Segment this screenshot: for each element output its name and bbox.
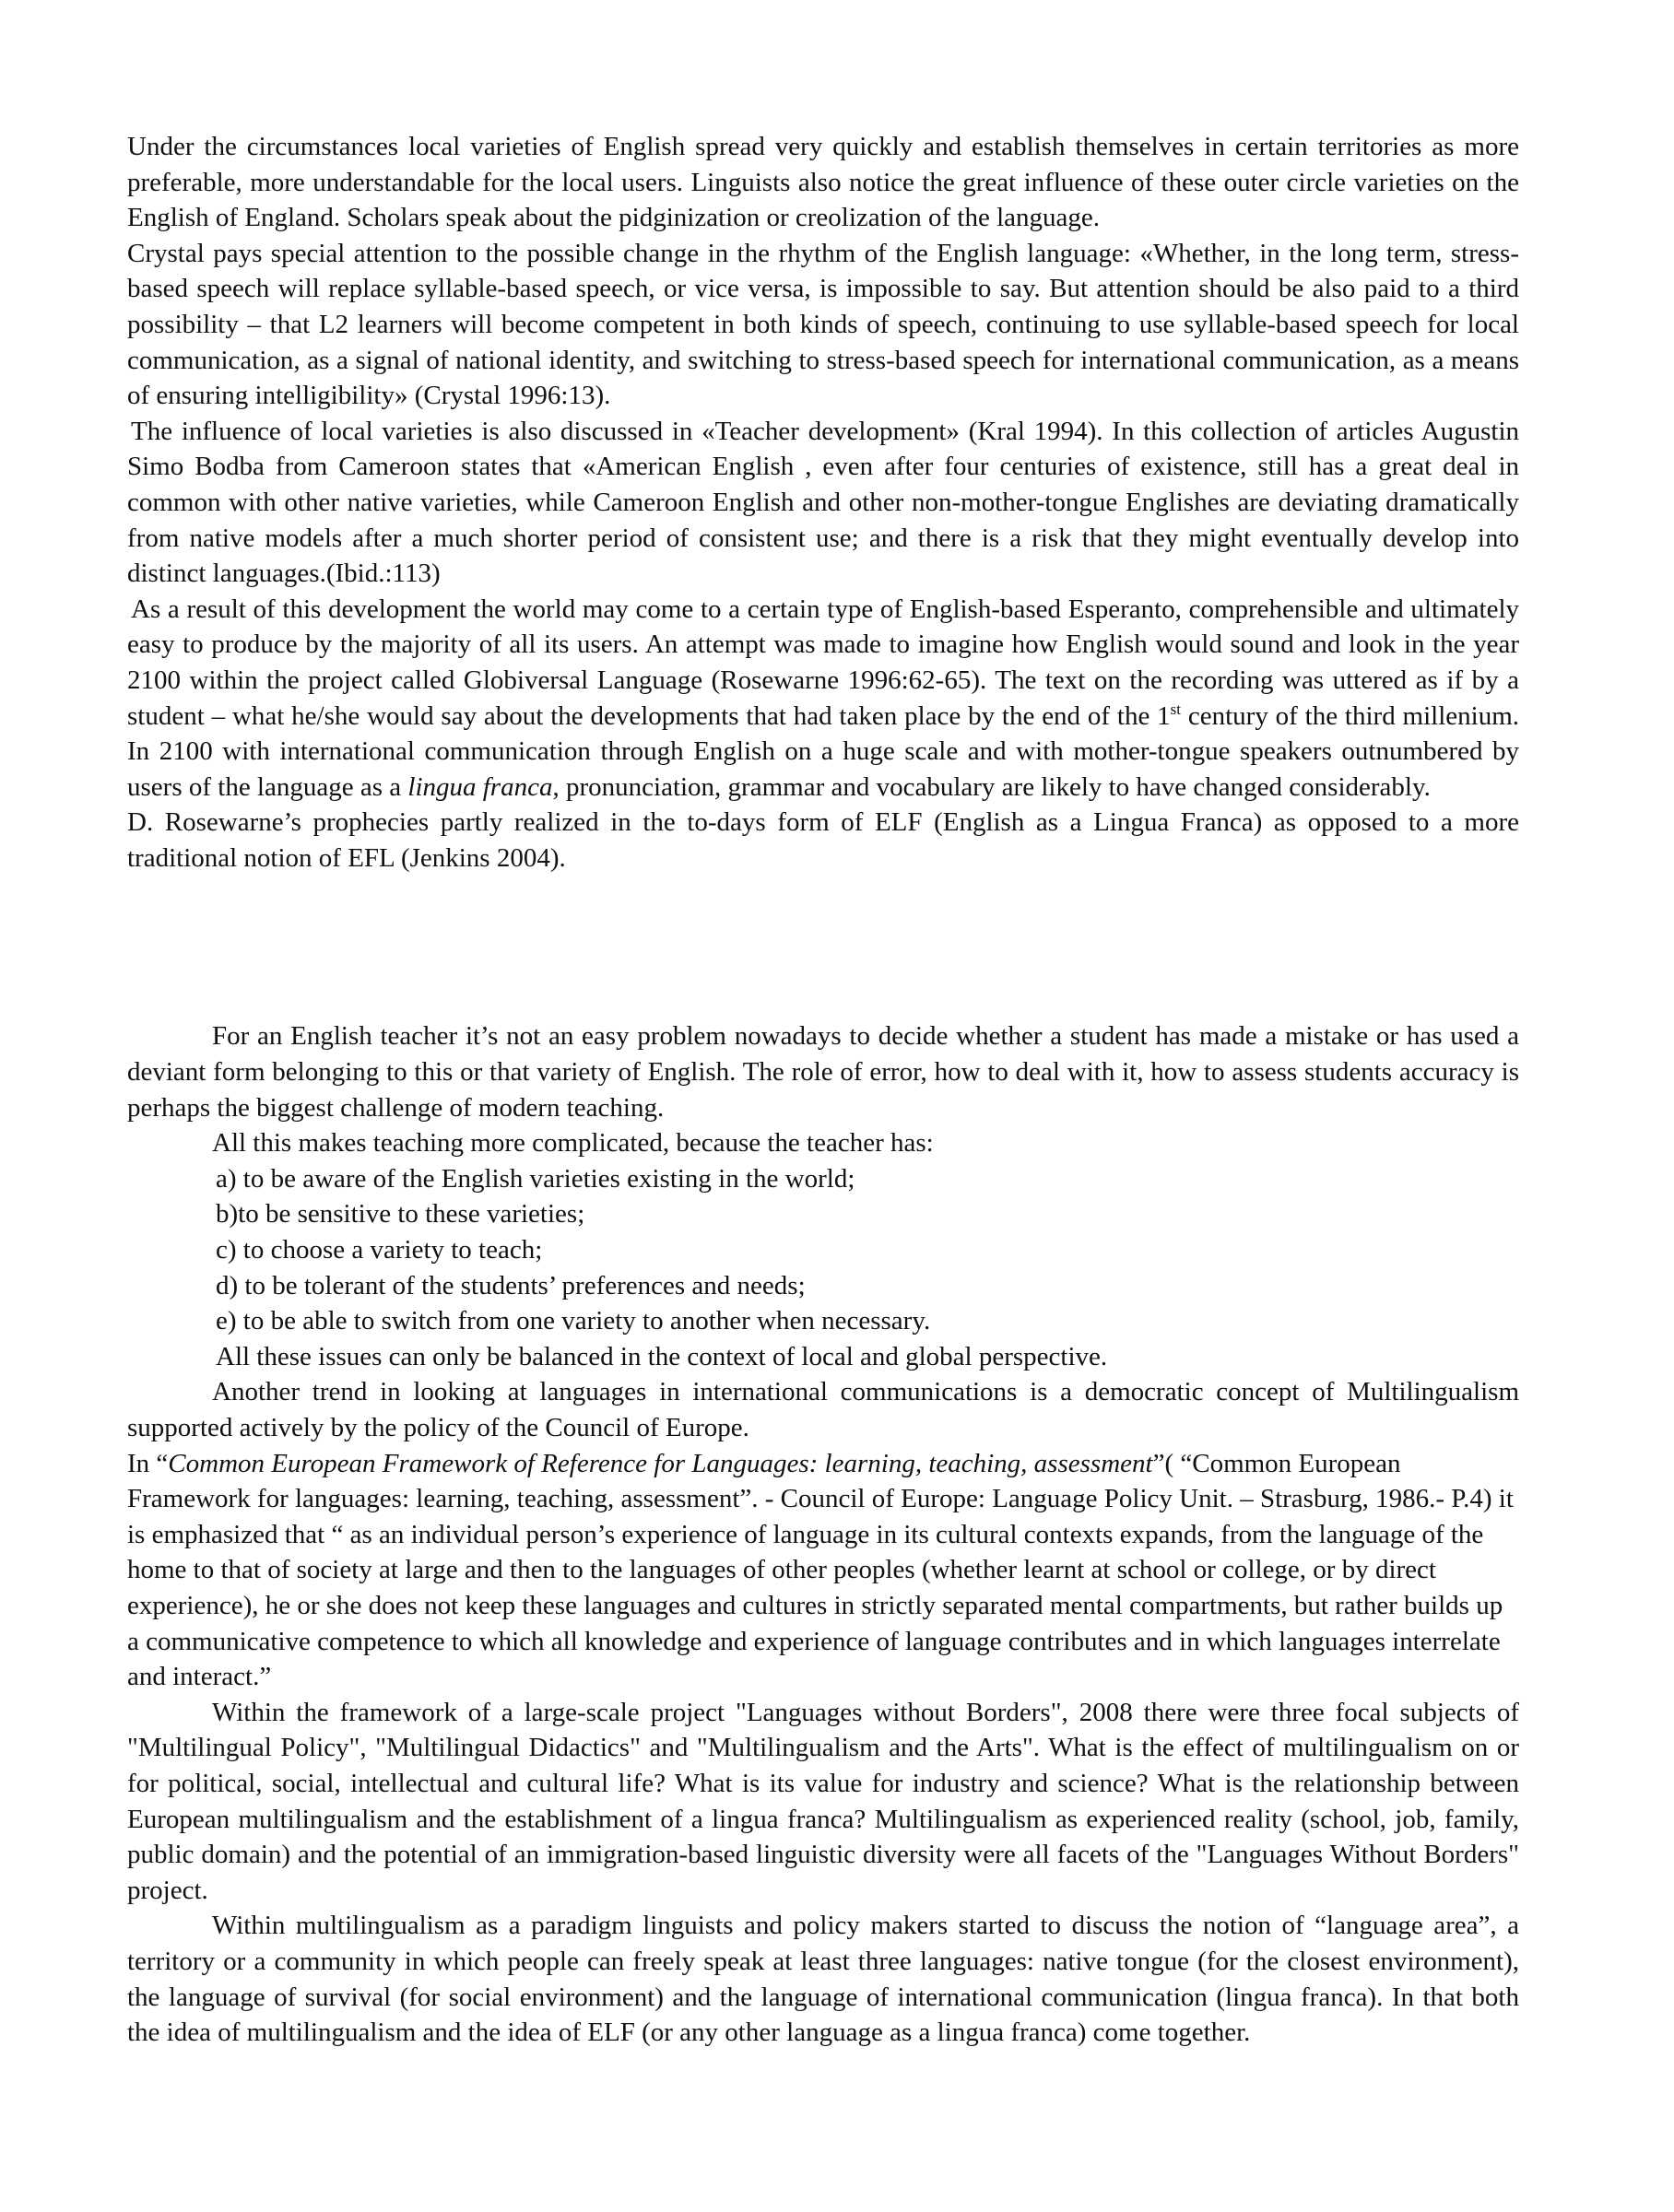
list-item: b)to be sensitive to these varieties; [216,1199,585,1230]
paragraph-local-varieties: Under the circumstances local varieties of English spread very quickly and establish themselves in certain territories as more preferable, more understandable for the local users. Linguists also notice the great influence of these outer circle varieties on the English of England. Scholars speak about the pidginization or creolization of the language. [127,132,1519,233]
italic-term: lingua franca [407,771,553,802]
list-item: e) to be able to switch from one variety to another when necessary. [216,1306,931,1336]
list-item: a) to be aware of the English varieties existing in the world; [216,1163,855,1194]
paragraph-teacher-development: The influence of local varieties is also discussed in «Teacher development» (Kral 1994). In this collection of articles Augustin Simo Bodba from Cameroon states that «American English , even after four centuries of existence, still has a great deal in common with other native varieties, while Cameroon English and other non-mother-tongue Englishes are deviating dramatically from native models after a much shorter period of consistent use; and there is a risk that they might eventually develop into distinct languages.(Ibid.:113) [127,416,1519,589]
paragraph-teaching-complicated: All this makes teaching more complicated, because the teacher has: [212,1128,934,1159]
paragraph-multilingualism-trend: Another trend in looking at languages in international communications is a democratic concept of Multilingualism supported actively by the policy of the Council of Europe. [127,1377,1519,1442]
paragraph-languages-without-borders: Within the framework of a large-scale project "Languages without Borders", 2008 there were three focal subjects of "Multilingual Policy", "Multilingual Didactics" and "Multilingualism and the Arts". What is the effect of multilingualism on or for political, social, intellectual and cultural life? What is its value for industry and science? What is the relationship between European multilingualism and the establishment of a lingua franca? Multilingualism as experienced reality (school, job, family, public domain) and the potential of an immigration-based linguistic diversity were all facets of the "Languages Without Borders" project. [127,1697,1519,1905]
list-item: c) to choose a variety to teach; [216,1235,543,1265]
paragraph-balanced-issues: All these issues can only be balanced in the context of local and global perspective. [216,1341,1108,1371]
paragraph-text: As a result of this development the world may come to a certain type of English-based Esperanto, comprehensible and ultimately easy to produce by the majority of all its users. An attempt was made to imagine how English would sound and look in the year 2100 within the project called Globiversal Language (Rosewarne 1996:62-65). The text on the recording was uttered as if by a student – what he/she would say about the developments that had taken place by the end of the 1 [127,594,1519,731]
list-item: d) to be tolerant of the students’ preferences and needs; [216,1270,806,1300]
teacher-requirements-list [127,1161,1519,1339]
italic-title: Common European Framework of Reference for Languages: learning, teaching, assessment [168,1448,1153,1478]
paragraph-text: In “ [127,1448,169,1478]
document-page [127,129,1519,2051]
paragraph-text: , pronunciation, grammar and vocabulary are likely to have changed considerably. [552,771,1431,802]
superscript-ordinal: st [1170,700,1182,718]
paragraph-rosewarne-prophecies: D. Rosewarne’s prophecies partly realized in the to-days form of ELF (English as a Lingua Franca) as opposed to a more traditional notion of EFL (Jenkins 2004). [127,807,1519,873]
paragraph-crystal-rhythm: Crystal pays special attention to the possible change in the rhythm of the English language: «Whether, in the long term, stress-based speech will replace syllable-based speech, or vice versa, is impossible to say. But attention should be also paid to a third possibility – that L2 learners will become competent in both kinds of speech, continuing to use syllable-based speech for local communication, as a signal of national identity, and switching to stress-based speech for international communication, as a means of ensuring intelligibility» (Crystal 1996:13). [127,238,1519,411]
paragraph-text: ”( “Common European Framework for languages: learning, teaching, assessment”. - Council of Europe: Language Policy Unit. – Strasburg, 1986.- P.4) it is emphasized that “ as an individual person’s experience of language in its cultural contexts expands, from the language of the home to that of society at large and then to the languages of other peoples (whether learnt at school or college, or by direct experience), he or she does not keep these languages and cultures in strictly separated mental compartments, but rather builds up a communicative competence to which all knowledge and experience of language contributes and in which languages interrelate and interact.” [127,1448,1514,1692]
paragraph-text: century of the third millenium. In 2100 with international communication through English on a huge scale and with mother-tongue speakers outnumbered by users of the language as a [127,700,1520,802]
section-gap [127,876,1519,1018]
paragraph-cefr-quote [127,1446,1519,1695]
paragraph-globiversal-language [127,592,1519,806]
paragraph-english-teacher: For an English teacher it’s not an easy problem nowadays to decide whether a student has made a mistake or has used a deviant form belonging to this or that variety of English. The role of error, how to deal with it, how to assess students accuracy is perhaps the biggest challenge of modern teaching. [127,1021,1519,1123]
paragraph-language-area: Within multilingualism as a paradigm linguists and policy makers started to discuss the notion of “language area”, a territory or a community in which people can freely speak at least three languages: native tongue (for the closest environment), the language of survival (for social environment) and the language of international communication (lingua franca). In that both the idea of multilingualism and the idea of ELF (or any other language as a lingua franca) come together. [127,1911,1519,2048]
